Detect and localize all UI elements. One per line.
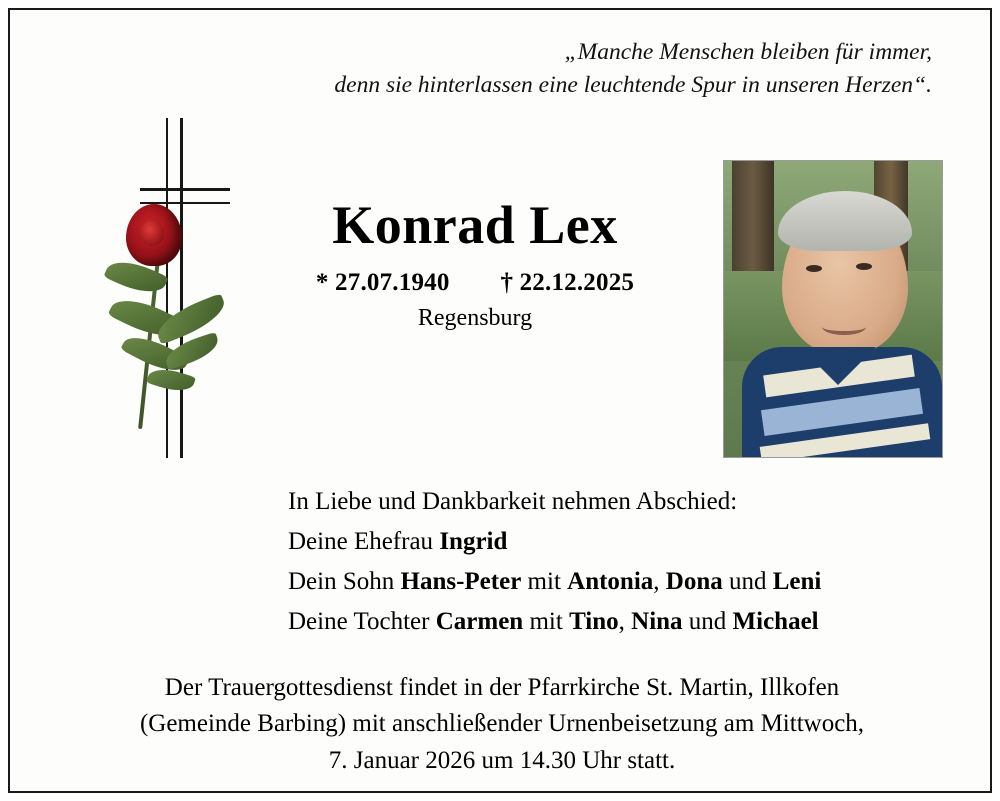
family-son-line [288, 562, 928, 602]
deceased-place: Regensburg [417, 305, 533, 332]
daughter-name: Carmen [435, 608, 524, 635]
cross-icon-vertical [180, 118, 183, 458]
grandchild-name-2: Leni [772, 568, 822, 595]
quote-line-1: „Manche Menschen bleiben für immer, [564, 39, 932, 65]
daughter-partner-name: Tino [569, 608, 619, 635]
cross-and-rose-artwork [102, 118, 282, 468]
photo-mouth [822, 319, 866, 335]
daughter-sep-2: und [682, 608, 733, 635]
daughter-prefix: Deine Tochter [288, 608, 436, 635]
grandchild-name-1: Dona [665, 568, 723, 595]
death-date: † 22.12.2025 [500, 269, 635, 297]
rose-icon [126, 204, 182, 266]
family-daughter-line [288, 602, 928, 642]
son-sep-2: und [722, 568, 773, 595]
daughter-mid: mit [523, 608, 570, 635]
family-block [288, 482, 928, 642]
deceased-details [260, 196, 690, 332]
cross-icon-vertical-thin [166, 118, 168, 458]
obituary-notice [8, 8, 992, 793]
daughter-sep-1: , [618, 608, 632, 635]
son-name: Hans-Peter [400, 568, 522, 595]
son-prefix: Dein Sohn [288, 568, 401, 595]
portrait-photo [723, 160, 943, 458]
grandchild-name-4: Michael [732, 608, 819, 635]
deceased-name: Konrad Lex [332, 195, 618, 255]
wife-prefix: Deine Ehefrau [288, 528, 440, 555]
birth-date: * 27.07.1940 [315, 269, 450, 297]
son-mid: mit [521, 568, 568, 595]
service-line-3: 7. Januar 2026 um 14.30 Uhr statt. [328, 746, 676, 774]
photo-eye [856, 263, 872, 270]
deceased-dates [260, 269, 690, 297]
son-partner-name: Antonia [567, 568, 654, 595]
family-intro: In Liebe und Dankbarkeit nehmen Abschied: [288, 488, 738, 515]
quote-line-2: denn sie hinterlassen eine leuchtende Spur in unseren Herzen“. [334, 72, 932, 99]
photo-eye [806, 265, 822, 272]
wife-name: Ingrid [439, 528, 508, 555]
family-wife-line [288, 522, 928, 562]
grandchild-name-3: Nina [631, 608, 683, 635]
son-sep-1: , [653, 568, 666, 595]
service-details [60, 670, 944, 779]
service-line-1: Der Trauergottesdienst findet in der Pfarrkirche St. Martin, Illkofen [164, 674, 840, 701]
memorial-quote [172, 36, 932, 103]
cross-icon-horizontal [140, 188, 230, 191]
service-line-2: (Gemeinde Barbing) mit anschließender Urnenbeisetzung am Mittwoch, [139, 710, 865, 738]
